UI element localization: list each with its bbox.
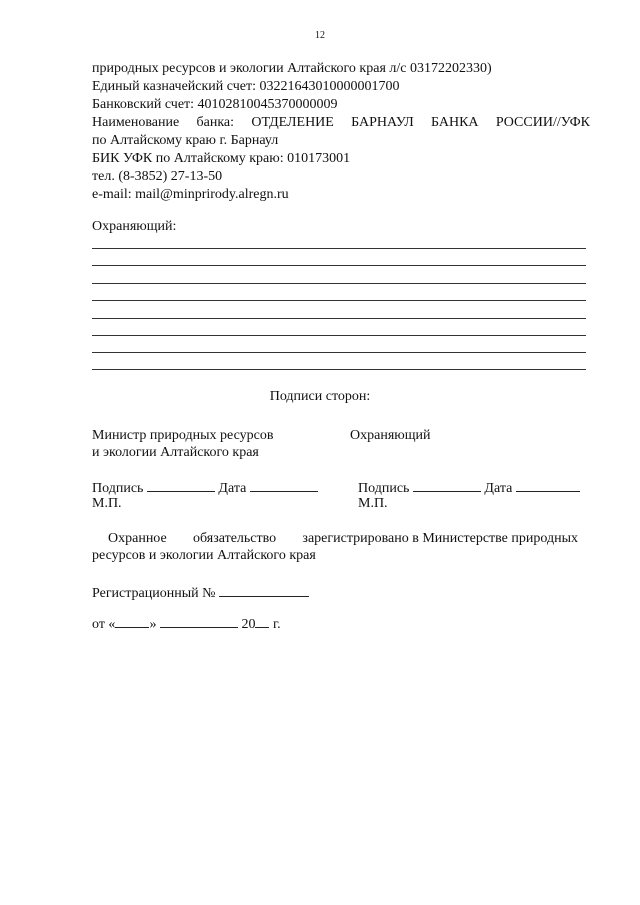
date-from-label: от « bbox=[92, 617, 116, 632]
date-field[interactable] bbox=[516, 478, 580, 492]
signature-label: Подпись bbox=[92, 481, 144, 496]
guardian-role: Охраняющий bbox=[350, 428, 431, 443]
signature-field[interactable] bbox=[413, 478, 481, 492]
registration-word: Охранное bbox=[108, 531, 167, 546]
bank-word: РОССИИ//УФК bbox=[495, 115, 590, 130]
guardian-blank-line[interactable] bbox=[92, 283, 586, 284]
guardian-seal-label: М.П. bbox=[358, 496, 388, 511]
bank-name-line bbox=[92, 114, 590, 131]
guardian-blank-line[interactable] bbox=[92, 352, 586, 353]
guardian-blank-line[interactable] bbox=[92, 300, 586, 301]
registration-date-row bbox=[92, 614, 281, 633]
quote-close: » bbox=[149, 617, 157, 632]
bank-word: банка: bbox=[196, 115, 235, 130]
registration-word: зарегистрировано в Министерстве природных bbox=[302, 531, 578, 546]
page-number: 12 bbox=[315, 30, 325, 41]
registration-number-field[interactable] bbox=[219, 583, 309, 597]
signatures-title: Подписи сторон: bbox=[269, 389, 371, 404]
bank-account-line: Банковский счет: 40102810045370000009 bbox=[92, 97, 338, 112]
guardian-label: Охраняющий: bbox=[92, 219, 177, 234]
day-field[interactable] bbox=[115, 614, 149, 628]
registration-text-line-2: ресурсов и экологии Алтайского края bbox=[92, 548, 316, 563]
treasury-account-line: Единый казначейский счет: 03221643010000001700 bbox=[92, 79, 400, 94]
guardian-blank-line[interactable] bbox=[92, 335, 586, 336]
guardian-signature-row bbox=[358, 478, 580, 497]
date-label: Дата bbox=[484, 481, 513, 496]
minister-seal-label: М.П. bbox=[92, 496, 122, 511]
date-field[interactable] bbox=[250, 478, 318, 492]
bank-word: Наименование bbox=[92, 115, 180, 130]
phone-line: тел. (8-3852) 27-13-50 bbox=[92, 169, 223, 184]
year-prefix: 20 bbox=[241, 617, 256, 632]
bank-word: ОТДЕЛЕНИЕ bbox=[251, 115, 334, 130]
minister-role-line-1: Министр природных ресурсов bbox=[92, 428, 274, 443]
guardian-blank-line[interactable] bbox=[92, 248, 586, 249]
registration-text-line-1 bbox=[108, 530, 578, 547]
registration-number-label: Регистрационный № bbox=[92, 586, 216, 601]
guardian-blank-line[interactable] bbox=[92, 369, 586, 370]
bank-word: БАНКА bbox=[431, 115, 479, 130]
bank-region-line: по Алтайскому краю г. Барнаул bbox=[92, 133, 279, 148]
signature-label: Подпись bbox=[358, 481, 410, 496]
bank-word: БАРНАУЛ bbox=[351, 115, 414, 130]
requisites-line-1: природных ресурсов и экологии Алтайского края л/с 03172202330) bbox=[92, 61, 492, 76]
registration-number-row bbox=[92, 583, 309, 602]
guardian-blank-line[interactable] bbox=[92, 265, 586, 266]
signature-field[interactable] bbox=[147, 478, 215, 492]
guardian-blank-line[interactable] bbox=[92, 318, 586, 319]
date-label: Дата bbox=[218, 481, 247, 496]
email-line: e-mail: mail@minprirody.alregn.ru bbox=[92, 187, 289, 202]
year-field[interactable] bbox=[255, 614, 269, 628]
bik-line: БИК УФК по Алтайскому краю: 010173001 bbox=[92, 151, 351, 166]
minister-role-line-2: и экологии Алтайского края bbox=[92, 445, 259, 460]
registration-word: обязательство bbox=[192, 531, 277, 546]
minister-signature-row bbox=[92, 478, 318, 497]
month-field[interactable] bbox=[160, 614, 238, 628]
year-suffix: г. bbox=[272, 617, 281, 632]
